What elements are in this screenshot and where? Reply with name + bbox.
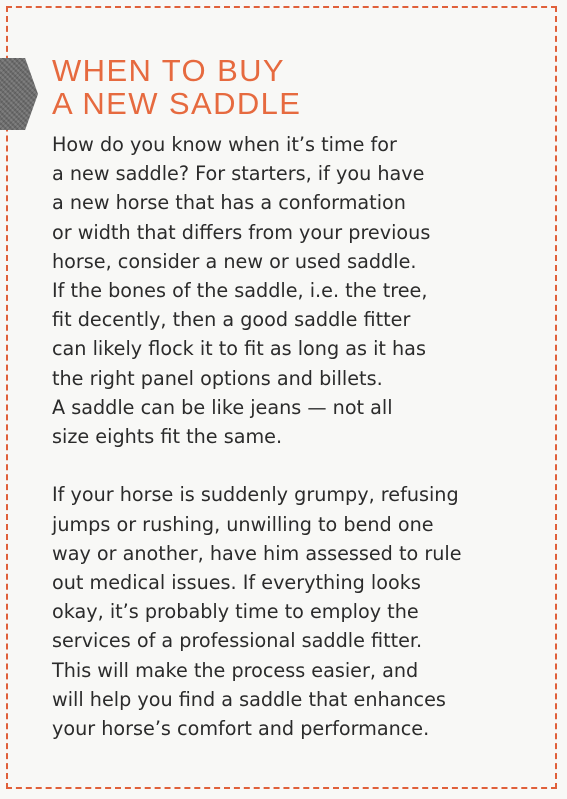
body-line: jumps or rushing, unwilling to bend one [52, 512, 434, 536]
body-line: okay, it’s probably time to employ the [52, 600, 419, 624]
article-body [52, 130, 532, 743]
article-title [52, 54, 301, 120]
body-line: out medical issues. If everything looks [52, 571, 421, 595]
body-line: services of a professional saddle fitter. [52, 629, 423, 653]
body-line: a new saddle? For starters, if you have [52, 162, 425, 186]
title-line: A NEW SADDLE [52, 86, 302, 121]
body-line: size eights fit the same. [52, 425, 283, 449]
body-line: can likely flock it to fit as long as it has [52, 337, 426, 361]
body-line: or width that differs from your previous [52, 220, 431, 244]
body-line: If your horse is suddenly grumpy, refusing [52, 483, 459, 507]
body-line: horse, consider a new or used saddle. [52, 249, 417, 273]
body-line: A saddle can be like jeans — not all [52, 395, 393, 419]
body-line: way or another, have him assessed to rule [52, 541, 462, 565]
body-line: This will make the process easier, and [52, 658, 419, 682]
body-line: the right panel options and billets. [52, 366, 383, 390]
title-line: WHEN TO BUY [52, 53, 286, 88]
body-line: If the bones of the saddle, i.e. the tree, [52, 279, 428, 303]
body-line: your horse’s comfort and performance. [52, 717, 430, 741]
body-line: a new horse that has a conformation [52, 191, 406, 215]
paragraph-2 [52, 480, 532, 743]
body-line: fit decently, then a good saddle fitter [52, 308, 411, 332]
paragraph-1 [52, 130, 532, 451]
body-line: How do you know when it’s time for [52, 133, 397, 156]
body-line: will help you find a saddle that enhances [52, 687, 446, 711]
